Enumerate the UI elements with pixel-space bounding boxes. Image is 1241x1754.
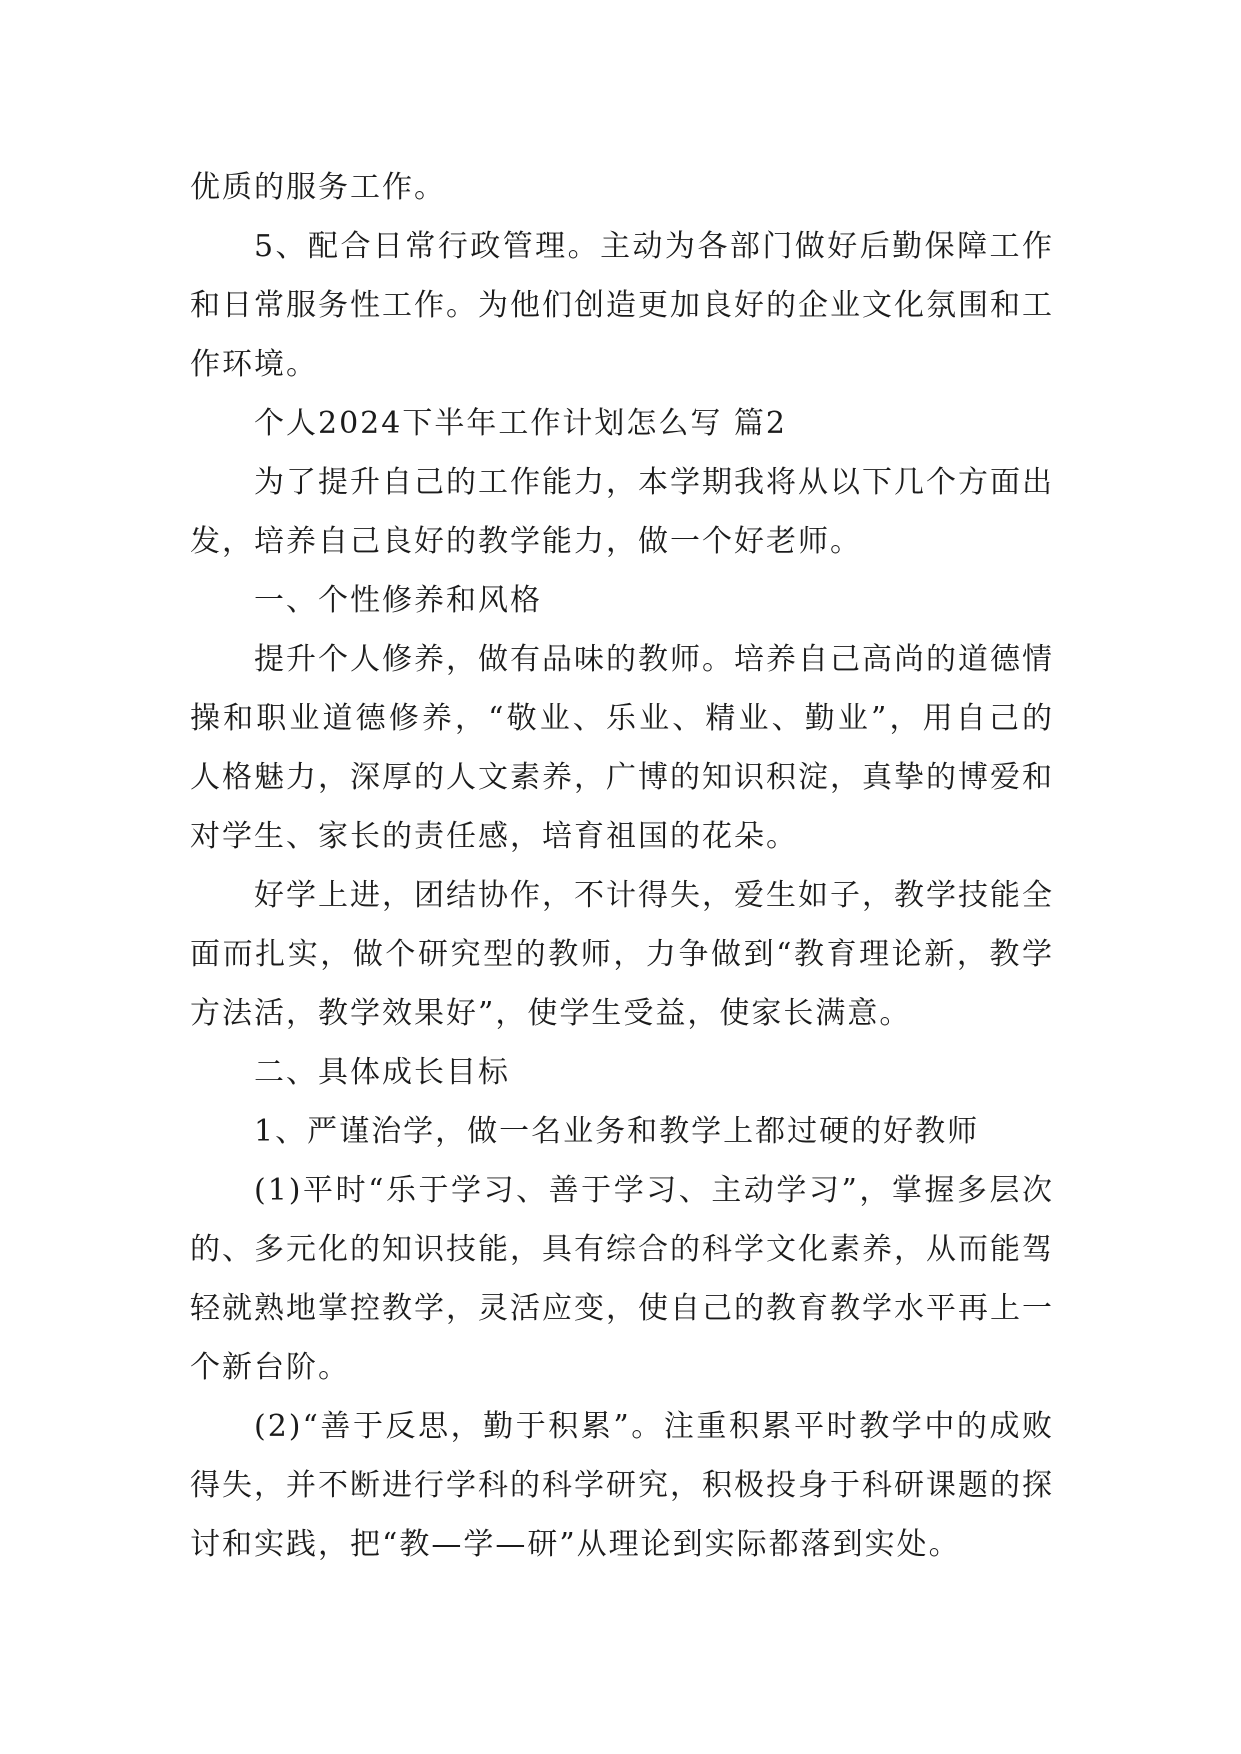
- paragraph-cultivation: 提升个人修养，做有品味的教师。培养自己高尚的道德情操和职业道德修养，“敬业、乐业、精业、勤业”，用自己的人格魅力，深厚的人文素养，广博的知识积淀，真挚的博爱和对学生、家长的责任感，培育祖国的花朵。: [190, 642, 1054, 854]
- section-title-part-2: 个人2024下半年工作计划怎么写 篇2: [254, 406, 787, 441]
- paragraph-service-end: 优质的服务工作。: [190, 170, 446, 205]
- paragraph-diligence: 好学上进，团结协作，不计得失，爱生如子，教学技能全面而扎实，做个研究型的教师，力争做到“教育理论新，教学方法活，教学效果好”，使学生受益，使家长满意。: [190, 878, 1054, 1031]
- paragraph-item-5: 5、配合日常行政管理。主动为各部门做好后勤保障工作和日常服务性工作。为他们创造更加良好的企业文化氛围和工作环境。: [190, 229, 1054, 382]
- paragraph-intro: 为了提升自己的工作能力，本学期我将从以下几个方面出发，培养自己良好的教学能力，做一个好老师。: [190, 465, 1054, 559]
- paragraph-point-2: (2)“善于反思，勤于积累”。注重积累平时教学中的成败得失，并不断进行学科的科学研究，积极投身于科研课题的探讨和实践，把“教—学—研”从理论到实际都落到实处。: [190, 1409, 1054, 1562]
- paragraph-point-1: (1)平时“乐于学习、善于学习、主动学习”，掌握多层次的、多元化的知识技能，具有综合的科学文化素养，从而能驾轻就熟地掌控教学，灵活应变，使自己的教育教学水平再上一个新台阶。: [190, 1173, 1054, 1385]
- heading-growth-goals: 二、具体成长目标: [254, 1055, 510, 1090]
- document-body: [190, 158, 1054, 1574]
- subheading-rigorous-study: 1、严谨治学，做一名业务和教学上都过硬的好教师: [254, 1114, 980, 1149]
- heading-personal-cultivation: 一、个性修养和风格: [254, 583, 542, 618]
